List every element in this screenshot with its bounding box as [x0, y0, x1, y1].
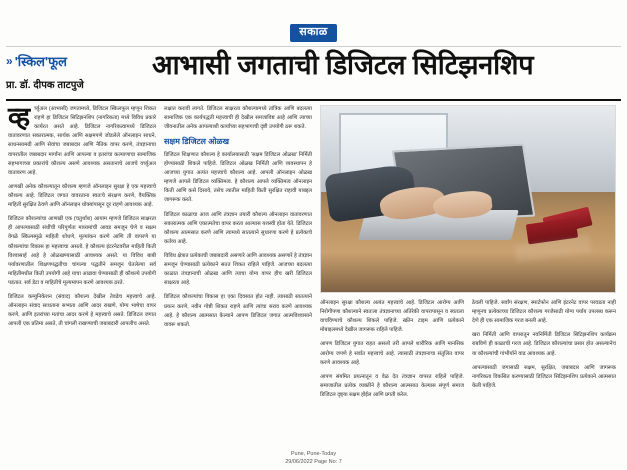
paragraph: आणखी अनेक कौशल्यातून कौशल्य म्हणजे ऑनलाइन सुरक्षा हे एक महत्त्वाचे कौशल्य आहे. डिजिटल जगात वावरताना स्वतःचे संरक्षण करणे, वैयक्तिक माहिती सुरक्षित ठेवणे आणि ऑनलाइन धोक्यांपासून दूर राहणे आवश्यक आहे. — [8, 183, 156, 209]
photo-and-text-columns — [320, 105, 616, 457]
section-tag-label: 'स्किल'फूल — [14, 54, 67, 69]
paragraph: र्च्युअल (आभासी) जगतामध्ये, डिजिटल स्किलफूल म्हणून शिकत राहणे हा डिजिटल सिटिझनशिप (नागरिकता) मध्ये विविध प्रकारे कार्यरत असते आहे. डिजिटल नागरिकत्वामध्ये डिजिटल वातावरणात सकारात्मक, सार्थक आणि सक्षमपणे जोडलेले ऑनलाइन साधने, साधनसामग्री आणि सेवांचा जबाबदार आणि नैतिक वापर करणे, तंत्रज्ञानाचा वापरातील जबाबदार मार्गांना आणि आपल्या व इतरांचा कल्याणाचा सामाजिक सहभागाच्या प्रकारांचे कौशल्य असणे आवश्यक असतानाचे आजचे वर्च्युअल वातावरण आहे. — [8, 106, 156, 176]
text-column-2 — [164, 105, 312, 457]
text-column-4 — [472, 299, 616, 405]
paragraph: ऑनलाइन सुरक्षा कौशल्य अत्यंत महत्त्वाचे आहे. डिजिटल आरोग्य आणि निरोगीपणा कौशल्याने स्वतःला तंत्रज्ञानाच्या अतिरेकी वापरापासून व स्वतःला वाचविण्याचे कौशल्य शिकले पाहिजे. स्क्रीन टाइम आणि प्रत्येकाने मोबाइलमध्ये देखील जागरूक राहिले पाहिजे. — [320, 300, 464, 334]
article-subheading: सक्षम डिजिटल ओळख — [164, 137, 229, 147]
double-chevron-right-icon: » — [6, 54, 11, 68]
columns-below-photo — [320, 299, 616, 405]
lead-paragraph-wrap — [8, 102, 156, 178]
column-grid — [8, 102, 620, 457]
paragraph: ठेवली पाहिजे. सर्वांग संरक्षण, स्मार्टफोन आणि इंटरनेट वापर परवडता नाही म्हणूनच प्रत्येकाच्या डिजिटल कौशल्य गरजेसाठी योग्य पर्याय उपलब्ध करून देणे ही एक सामाजिक गरज बनली आहे. — [472, 300, 616, 325]
text-column-1 — [8, 102, 156, 457]
footer-date-page: 29/06/2022 Page No: 7 — [285, 458, 342, 465]
paragraph: डिजिटल कौशल्यांचा आणखी एक (चतुर्थांश) आयाम म्हणजे डिजिटल साक्षरता ही आपल्यासाठी संधींची परिपूर्णता माध्यमांची आवड समजून घेणे व सक्षम वेगळे स्किल्समुळे माहिती शोधणे, मूल्यांकन करणे आणि ती वापरणे या कौशल्यांचा विकास हा महत्त्वाचा असतो. हे कौशल्य इंटरनेटवरील माहिती किती विश्वासार्ह आहे हे ओळखण्यासाठी आवश्यक असते. या विविध बाबी पर्यावरणातील शिक्षणपद्धतीचा चांगल्या पद्धतीने समजून घेतलेल्या सर्व माहितीमधील किती उपयोगी आहे याचा आढावा घेण्यासाठी ही कौशल्ये उपयोगी पडतात. सर्व डेटा व माहितीचे मूल्यमापन करणे आवश्यक ठरते. — [8, 216, 156, 286]
section-tag — [6, 52, 146, 70]
masthead — [0, 22, 627, 44]
masthead-divider — [6, 46, 621, 47]
article-body — [8, 102, 620, 457]
footer-edition: Pune, Pune-Today — [290, 450, 337, 457]
page-title: आभासी जगताची डिजिटल सिटिझनशिप — [152, 50, 534, 80]
sakal-logo: सकाळ — [290, 24, 337, 41]
header-divider — [6, 99, 621, 101]
section-column — [6, 50, 146, 91]
paragraph: आपण डिजिटल युगात राहत असलो तरी आपले शारीरिक आणि मानसिक आरोग्य जपणे हे सर्वात महत्त्वाचे आहे. त्यासाठी तंत्रज्ञानाचा संतुलित वापर करणे आवश्यक आहे. — [320, 341, 464, 366]
paragraph: आपण संयमित प्रयत्नातून व वेळ देत तंत्रज्ञान वापरत राहिले पाहिजे. समाजातील प्रत्येक व्यक्तीने हे कौशल्य आत्मसात केल्यास संपूर्ण समाज डिजिटल दृष्ट्या सक्षम होईल आणि प्रगती करेल. — [320, 373, 464, 398]
paragraph: डिजिटल शिक्षणात कौशल्य हे कार्यालयासाठी 'सक्षम डिजिटल ओळख' निर्मिती होण्यासाठी शिकले पाहिजे. डिजिटल ओळख निर्मिती आणि व्यवस्थापन हे आजच्या युगात अत्यंत महत्त्वाचे कौशल्य आहे. आपली ऑनलाइन ओळख म्हणजे आपले डिजिटल व्यक्तिमत्व. हे कौशल्य आपले व्यक्तिमत्व ऑनलाइन किती आणि कसे दिसावे, तसेच त्यातील माहिती किती सुरक्षित राहावी याबद्दल जागरूक करते. — [164, 151, 312, 204]
paragraph: विविध क्षेत्रात प्रत्येकाची जबाबदारी असणारे आणि आवश्यक असणारे हे तंत्रज्ञान समजून घेण्यासाठी प्रत्येकाने सतत शिकत राहिले पाहिजे. आजच्या बदलत्या काळात तंत्रज्ञानाची ओळख आणि त्याचा योग्य वापर हीच खरी डिजिटल साक्षरता आहे. — [164, 253, 312, 287]
paragraph: डिजिटल कौशल्यांचा विकास हा एका दिवसात होत नाही. त्यासाठी सातत्याने प्रयत्न करणे, नवीन गोष्टी शिकत राहणे आणि त्यांचा सराव करणे आवश्यक आहे. हे कौशल्य आत्मसात केल्याने आपण डिजिटल जगात आत्मविश्वासाने वावरू शकतो. — [164, 294, 312, 328]
text-column-3 — [320, 299, 464, 405]
paragraph: आपल्यासाठी जगासाठी सक्षम, सुरक्षित, जबाबदार आणि जागरूक नागरिकता विकसित करण्यासाठी डिजिटल सिटिझनशिप प्रत्येकाने आत्मसात केली पाहिजे. — [472, 364, 616, 389]
article-header — [6, 50, 621, 96]
paragraph: खरा निर्मिती आणि वापरातून नवनिर्मिती डिजिटल सिटिझनशिप कार्यक्रम राबविणे ही काळाची गरज आहे. डिजिटल कौशल्यांचा प्रसार होत असल्यानेच या कौशल्यांची गांभीर्याने वाढ आवश्यक आहे. — [472, 332, 616, 357]
paragraph: डिजिटल कम्युनिकेशन (संवाद) कौशल्य देखील तेवढेच महत्त्वाचे आहे. ऑनलाइन संवाद साधताना सभ्यता आणि आदर राखणे, योग्य भाषेचा वापर करणे, आणि इतरांच्या मतांचा आदर करणे हे महत्त्वाचे असते. डिजिटल जगात आपली एक प्रतिमा असते, ती चांगली राखण्याची जबाबदारी आपलीच असते. — [8, 294, 156, 328]
drop-cap: व्ह — [8, 102, 31, 132]
author-byline: प्रा. डॉ. दीपक ताटपुजे — [6, 80, 84, 91]
page-footer — [0, 450, 627, 467]
paragraph: लक्षात करावी लागते. डिजिटल साक्षरता कौशल्यामध्ये तांत्रिक आणि बदलत्या सामाजिक एक कार्यपद्धती महत्त्वाची ही देखील समजाविष्ट आहे आणि त्याच्या जीवनातील अनेक आपल्याशी कार्यांच्या सहभागाची दृष्टी उपयोगी ठरू शकते. — [164, 106, 312, 131]
person-typing-on-laptop-with-passports-photo — [320, 105, 616, 293]
paragraph: डिजिटल काळाचा आज आणि तंत्रज्ञान तयारी कौशल्य ऑनलाइन वातावरणात सकारात्मक आणि एकात्मतेचा वापर करता आल्यास यशस्वी होता येते. डिजिटल कौशल्य आत्मसात करणे आणि त्यामध्ये सातत्याने सुधारणा करणे हे प्रत्येकाचे कर्तव्य आहे. — [164, 211, 312, 245]
